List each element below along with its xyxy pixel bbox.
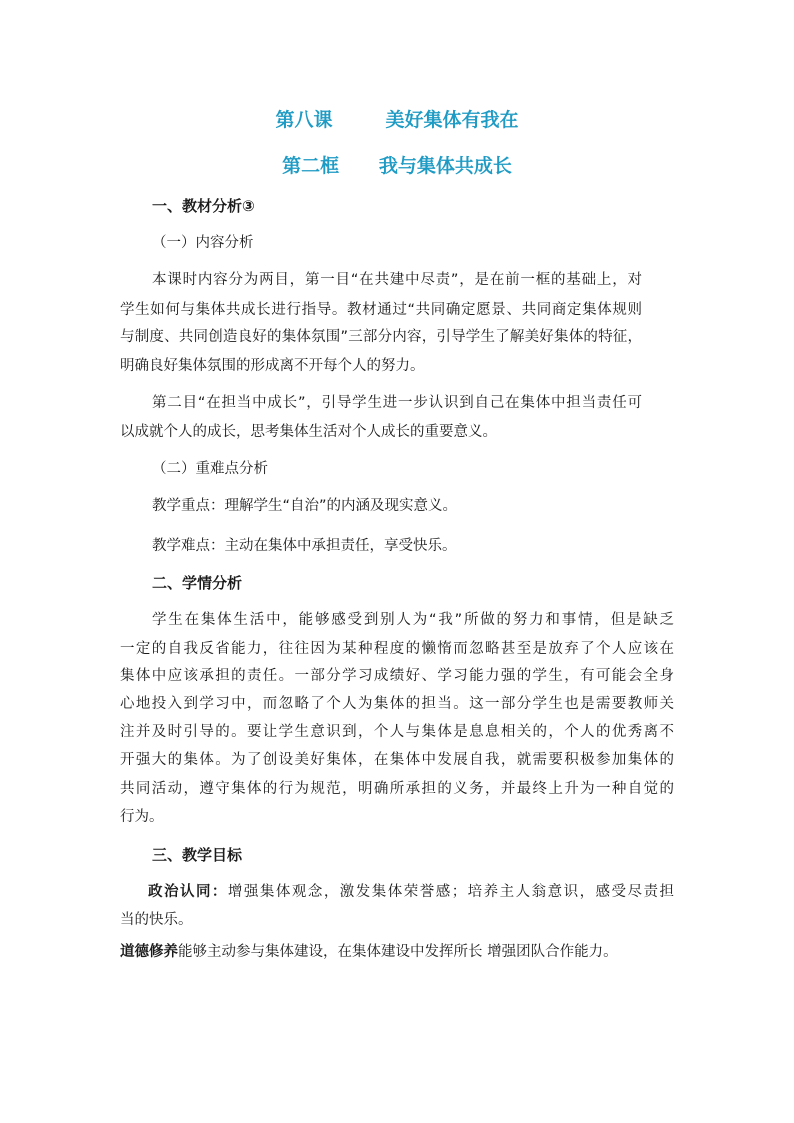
section-heading-student-analysis: 二、学情分析 (152, 574, 243, 592)
goal-moral-cultivation (120, 942, 676, 962)
goal-label: 道德修养 (120, 944, 178, 960)
paragraph-line: 注并及时引导的。要让学生意识到，个人与集体是息息相关的，个人的优秀离不 (120, 724, 674, 740)
subheading-key-difficult-analysis: （二）重难点分析 (152, 461, 268, 477)
paragraph-line: 本课时内容分为两目，第一目“在共建中尽责”，是在前一框的基础上，对 (152, 272, 642, 288)
section-heading-textbook-analysis: 一、教材分析③ (152, 197, 255, 215)
section-heading-teaching-goals: 三、教学目标 (152, 846, 243, 864)
paragraph-line: 与制度、共同创造良好的集体氛围”三部分内容，引导学生了解美好集体的特征， (120, 329, 642, 345)
subheading-content-analysis: （一）内容分析 (152, 235, 254, 251)
paragraph-line: 心地投入到学习中，而忽略了个人为集体的担当。这一部分学生也是需要教师关 (120, 696, 674, 712)
paragraph-line: 第二目“在担当中成长”，引导学生进一步认识到自己在集体中担当责任可 (152, 395, 642, 411)
paragraph-line: 以成就个人的成长，思考集体生活对个人成长的重要意义。 (120, 424, 497, 440)
lesson-title: 第八课 美好集体有我在 (275, 109, 519, 131)
paragraph-line: 行为。 (120, 809, 164, 825)
paragraph-line: 学生在集体生活中，能够感受到别人为“我”所做的努力和事情，但是缺乏 (152, 612, 674, 628)
paragraph-line: 学生如何与集体共成长进行指导。教材通过“共同确定愿景、共同商定集体规则 (120, 302, 642, 318)
paragraph-line: 开强大的集体。为了创设美好集体，在集体中发展自我，就需要积极参加集体的 (120, 752, 674, 768)
difficult-point: 教学难点：主动在集体中承担责任，享受快乐。 (152, 538, 457, 554)
paragraph-line: 共同活动，遵守集体的行为规范，明确所承担的义务，并最终上升为一种自觉的 (120, 781, 674, 797)
key-point: 教学重点：理解学生“自治”的内涵及现实意义。 (152, 498, 458, 514)
goal-political-identity (148, 882, 674, 902)
goal-text: 能够主动参与集体建设，在集体建设中发挥所长 增强团队合作能力。 (178, 944, 618, 960)
paragraph-line: 一定的自我反省能力，往往因为某种程度的懒惰而忽略甚至是放弃了个人应该在 (120, 641, 674, 657)
paragraph-line: 集体中应该承担的责任。一部分学习成绩好、学习能力强的学生，有可能会全身 (120, 668, 674, 684)
goal-text: 增强集体观念，激发集体荣誉感；培养主人翁意识，感受尽责担 (227, 884, 674, 900)
paragraph-line: 明确良好集体氛围的形成离不开每个人的努力。 (120, 358, 425, 374)
goal-label: 政治认同： (148, 884, 228, 900)
paragraph-line: 当的快乐。 (120, 912, 193, 928)
frame-title: 第二框 我与集体共成长 (282, 155, 512, 177)
